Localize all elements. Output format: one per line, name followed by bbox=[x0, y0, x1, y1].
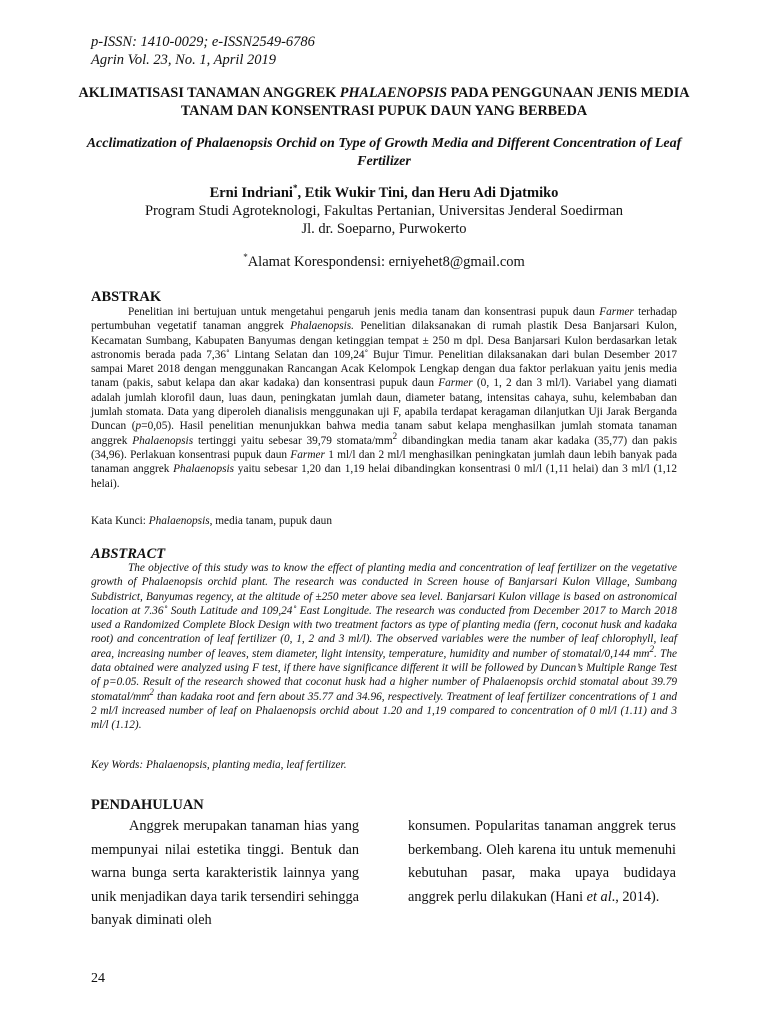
abstract-text-1: The objective of this study was to know the effect of planting media and concentration of leaf fertilizer on the vegetative growth of Phalaenopsis orchid plant. The research was conducted in Screen house of Banjarsari Kulon Village, Sumbang Subdistrict, Banyumas regency, at the altitude of ±250 meter above sea level. Banjarsari Kulon village is based on astronomical location at 7.36˚ South Latitude and 109,24˚ East Longitude. The research was conducted from December 2017 to March 2018 used a Randomized Complete Block Design with two treatment factors as type of planting media (fern, coconut husk and kadaka root) and concentration of leaf fertilizer (0, 1, 2 and 3 ml/l). The observed variables were the number of leaf chlorophyll, leaf area, increasing number of leaves, stem diameter, light intensity, temperature, humidity and number of stomatal/0,144 mm bbox=[91, 562, 677, 660]
abstract-body bbox=[91, 561, 677, 733]
author-first: Erni Indriani bbox=[209, 185, 293, 201]
abstract-text-3: than kadaka root and fern about 35.77 and 34.96, respectively. Treatment of leaf fertilizer concentrations of 1 and 2 ml/l increased number of leaf on Phalaenopsis orchid about 1.20 and 1,19 compared to concentration of 0 ml/l (1.11) and 3 ml/l (1.12). bbox=[91, 690, 677, 732]
abstrak-phal-1: Phalaenopsis. bbox=[290, 320, 354, 333]
abstrak-sup: 2 bbox=[392, 430, 398, 441]
paper-title bbox=[70, 84, 698, 120]
abstrak-text-2: terhadap pertumbuhan vegetatif tanaman anggrek bbox=[91, 306, 678, 333]
correspondence-text: Alamat Korespondensi: erniyehet8@gmail.com bbox=[247, 254, 525, 270]
abstract-text-2: . The data obtained were analyzed using F test, if there have significance different it will be followed by Duncan’s Multiple Range Test of p=0.05. Result of the research showed that coconut husk had a higher number of Phalaenopsis orchid stomatal about 39.79 stomatal/mm bbox=[91, 647, 677, 703]
kata-kunci-label: Kata Kunci: bbox=[91, 515, 149, 527]
abstrak-farmer-2: Farmer bbox=[438, 377, 473, 390]
intro-column-right bbox=[408, 815, 676, 909]
kata-kunci-phal: Phalaenopsis bbox=[148, 515, 210, 527]
intro-et-al: et al bbox=[586, 888, 612, 905]
title-part2: PADA PENGGUNAAN JENIS MEDIA TANAM DAN KONSENTRASI PUPUK DAUN YANG BERBEDA bbox=[180, 85, 690, 119]
issn-line: p-ISSN: 1410-0029; e-ISSN2549-6786 bbox=[91, 34, 315, 50]
abstrak-text-1: Penelitian ini bertujuan untuk mengetahui pengaruh jenis media tanam dan konsentrasi pupuk daun bbox=[128, 306, 600, 318]
correspondence bbox=[70, 253, 698, 271]
intro-text-left: Anggrek merupakan tanaman hias yang mempunyai nilai estetika tinggi. Bentuk dan warna bunga serta karakteristik lainnya yang unik menjadikan daya tarik tersendiri sehingga banyak diminati oleh bbox=[91, 818, 359, 928]
abstrak-text-3: Penelitian dilaksanakan di rumah plastik Desa Banjarsari Kulon, Kecamatan Sumbang, Kabupaten Banyumas dengan ketinggian tempat ± 250 m dpl. Desa Banjarsari Kulon berdasarkan letak astronomis berada pada 7,36˚ Lintang Selatan dan 109,24˚ Bujur Timur. Penelitian dilaksanakan dari bulan Desember 2017 sampai Maret 2018 dengan menggunakan Rancangan Acak Kelompok Lengkap dengan dua faktor perlakuan yaitu jenis media tanam (pakis, sabut kelapa dan akar kadaka) dan konsentrasi pupuk daun bbox=[91, 320, 677, 390]
author-block bbox=[70, 184, 698, 238]
abstrak-phal-3: Phalaenopsis bbox=[173, 463, 235, 476]
correspondence-mark: * bbox=[243, 252, 248, 263]
abstrak-text-6: tertinggi yaitu sebesar 39,79 stomata/mm bbox=[193, 434, 393, 447]
key-words: Key Words: Phalaenopsis, planting media, leaf fertilizer. bbox=[91, 759, 347, 771]
intro-column-left bbox=[91, 815, 359, 933]
address: Jl. dr. Soeparno, Purwokerto bbox=[301, 221, 467, 237]
page-number: 24 bbox=[91, 971, 105, 986]
abstrak-text-9: yaitu sebesar 1,20 dan 1,19 helai dibandingkan konsentrasi 0 ml/l (1,11 helai) dan 3 ml/l (1,12 helai). bbox=[91, 463, 677, 490]
abstrak-text-7: dibandingkan media tanam akar kadaka (35,77) dan pakis (34,96). Perlakuan konsentrasi pupuk daun bbox=[91, 434, 677, 461]
kata-kunci-rest: , media tanam, pupuk daun bbox=[209, 515, 332, 527]
abstrak-p-italic: p bbox=[135, 420, 142, 433]
author-names bbox=[70, 184, 698, 202]
author-rest: , Etik Wukir Tini, dan Heru Adi Djatmiko bbox=[297, 185, 559, 201]
abstrak-text-8: 1 ml/l dan 2 ml/l menghasilkan peningkatan jumlah daun lebih banyak pada tanaman anggrek bbox=[91, 448, 677, 476]
abstrak-text-4: (0, 1, 2 dan 3 ml/l). Variabel yang diamati adalah jumlah klorofil daun, luas daun, peningkatan jumlah daun, diameter batang, intensitas cahaya, suhu, kelembaban dan jumlah stomata. Data yang diperoleh dianalisis menggunakan uji F, apabila terdapat keragaman dilanjutkan Uji Jarak Berganda Duncan ( bbox=[91, 377, 678, 433]
abstrak-heading: ABSTRAK bbox=[91, 289, 162, 305]
author-mark: * bbox=[292, 183, 298, 194]
abstrak-farmer-1: Farmer bbox=[599, 306, 634, 318]
abstract-sup-1: 2 bbox=[649, 644, 654, 655]
paper-subtitle: Acclimatization of Phalaenopsis Orchid on Type of Growth Media and Different Concentration of Leaf Fertilizer bbox=[86, 136, 682, 169]
affiliation: Program Studi Agroteknologi, Fakultas Pertanian, Universitas Jenderal Soedirman bbox=[144, 203, 624, 219]
abstract-heading: ABSTRACT bbox=[91, 546, 166, 562]
abstrak-phal-2: Phalaenopsis bbox=[132, 434, 194, 447]
volume-line: Agrin Vol. 23, No. 1, April 2019 bbox=[91, 52, 277, 68]
intro-text-right-end: ., 2014). bbox=[611, 888, 660, 905]
title-part1: AKLIMATISASI TANAMAN ANGGREK bbox=[78, 85, 340, 101]
abstrak-text-5: =0,05). Hasil penelitian menunjukkan bahwa media tanam sabut kelapa menghasilkan jumlah stomata tanaman anggrek bbox=[91, 420, 678, 447]
kata-kunci bbox=[91, 514, 332, 528]
pendahuluan-heading: PENDAHULUAN bbox=[91, 797, 204, 813]
title-italic: PHALAENOPSIS bbox=[339, 85, 448, 101]
abstract-sup-2: 2 bbox=[149, 686, 154, 697]
intro-text-right: konsumen. Popularitas tanaman anggrek terus berkembang. Oleh karena itu untuk memenuhi kebutuhan pasar, maka upaya budidaya anggrek perlu dilakukan (Hani bbox=[408, 818, 676, 905]
journal-header bbox=[91, 33, 315, 69]
abstrak-body bbox=[91, 305, 677, 491]
abstrak-farmer-3: Farmer bbox=[290, 448, 325, 461]
